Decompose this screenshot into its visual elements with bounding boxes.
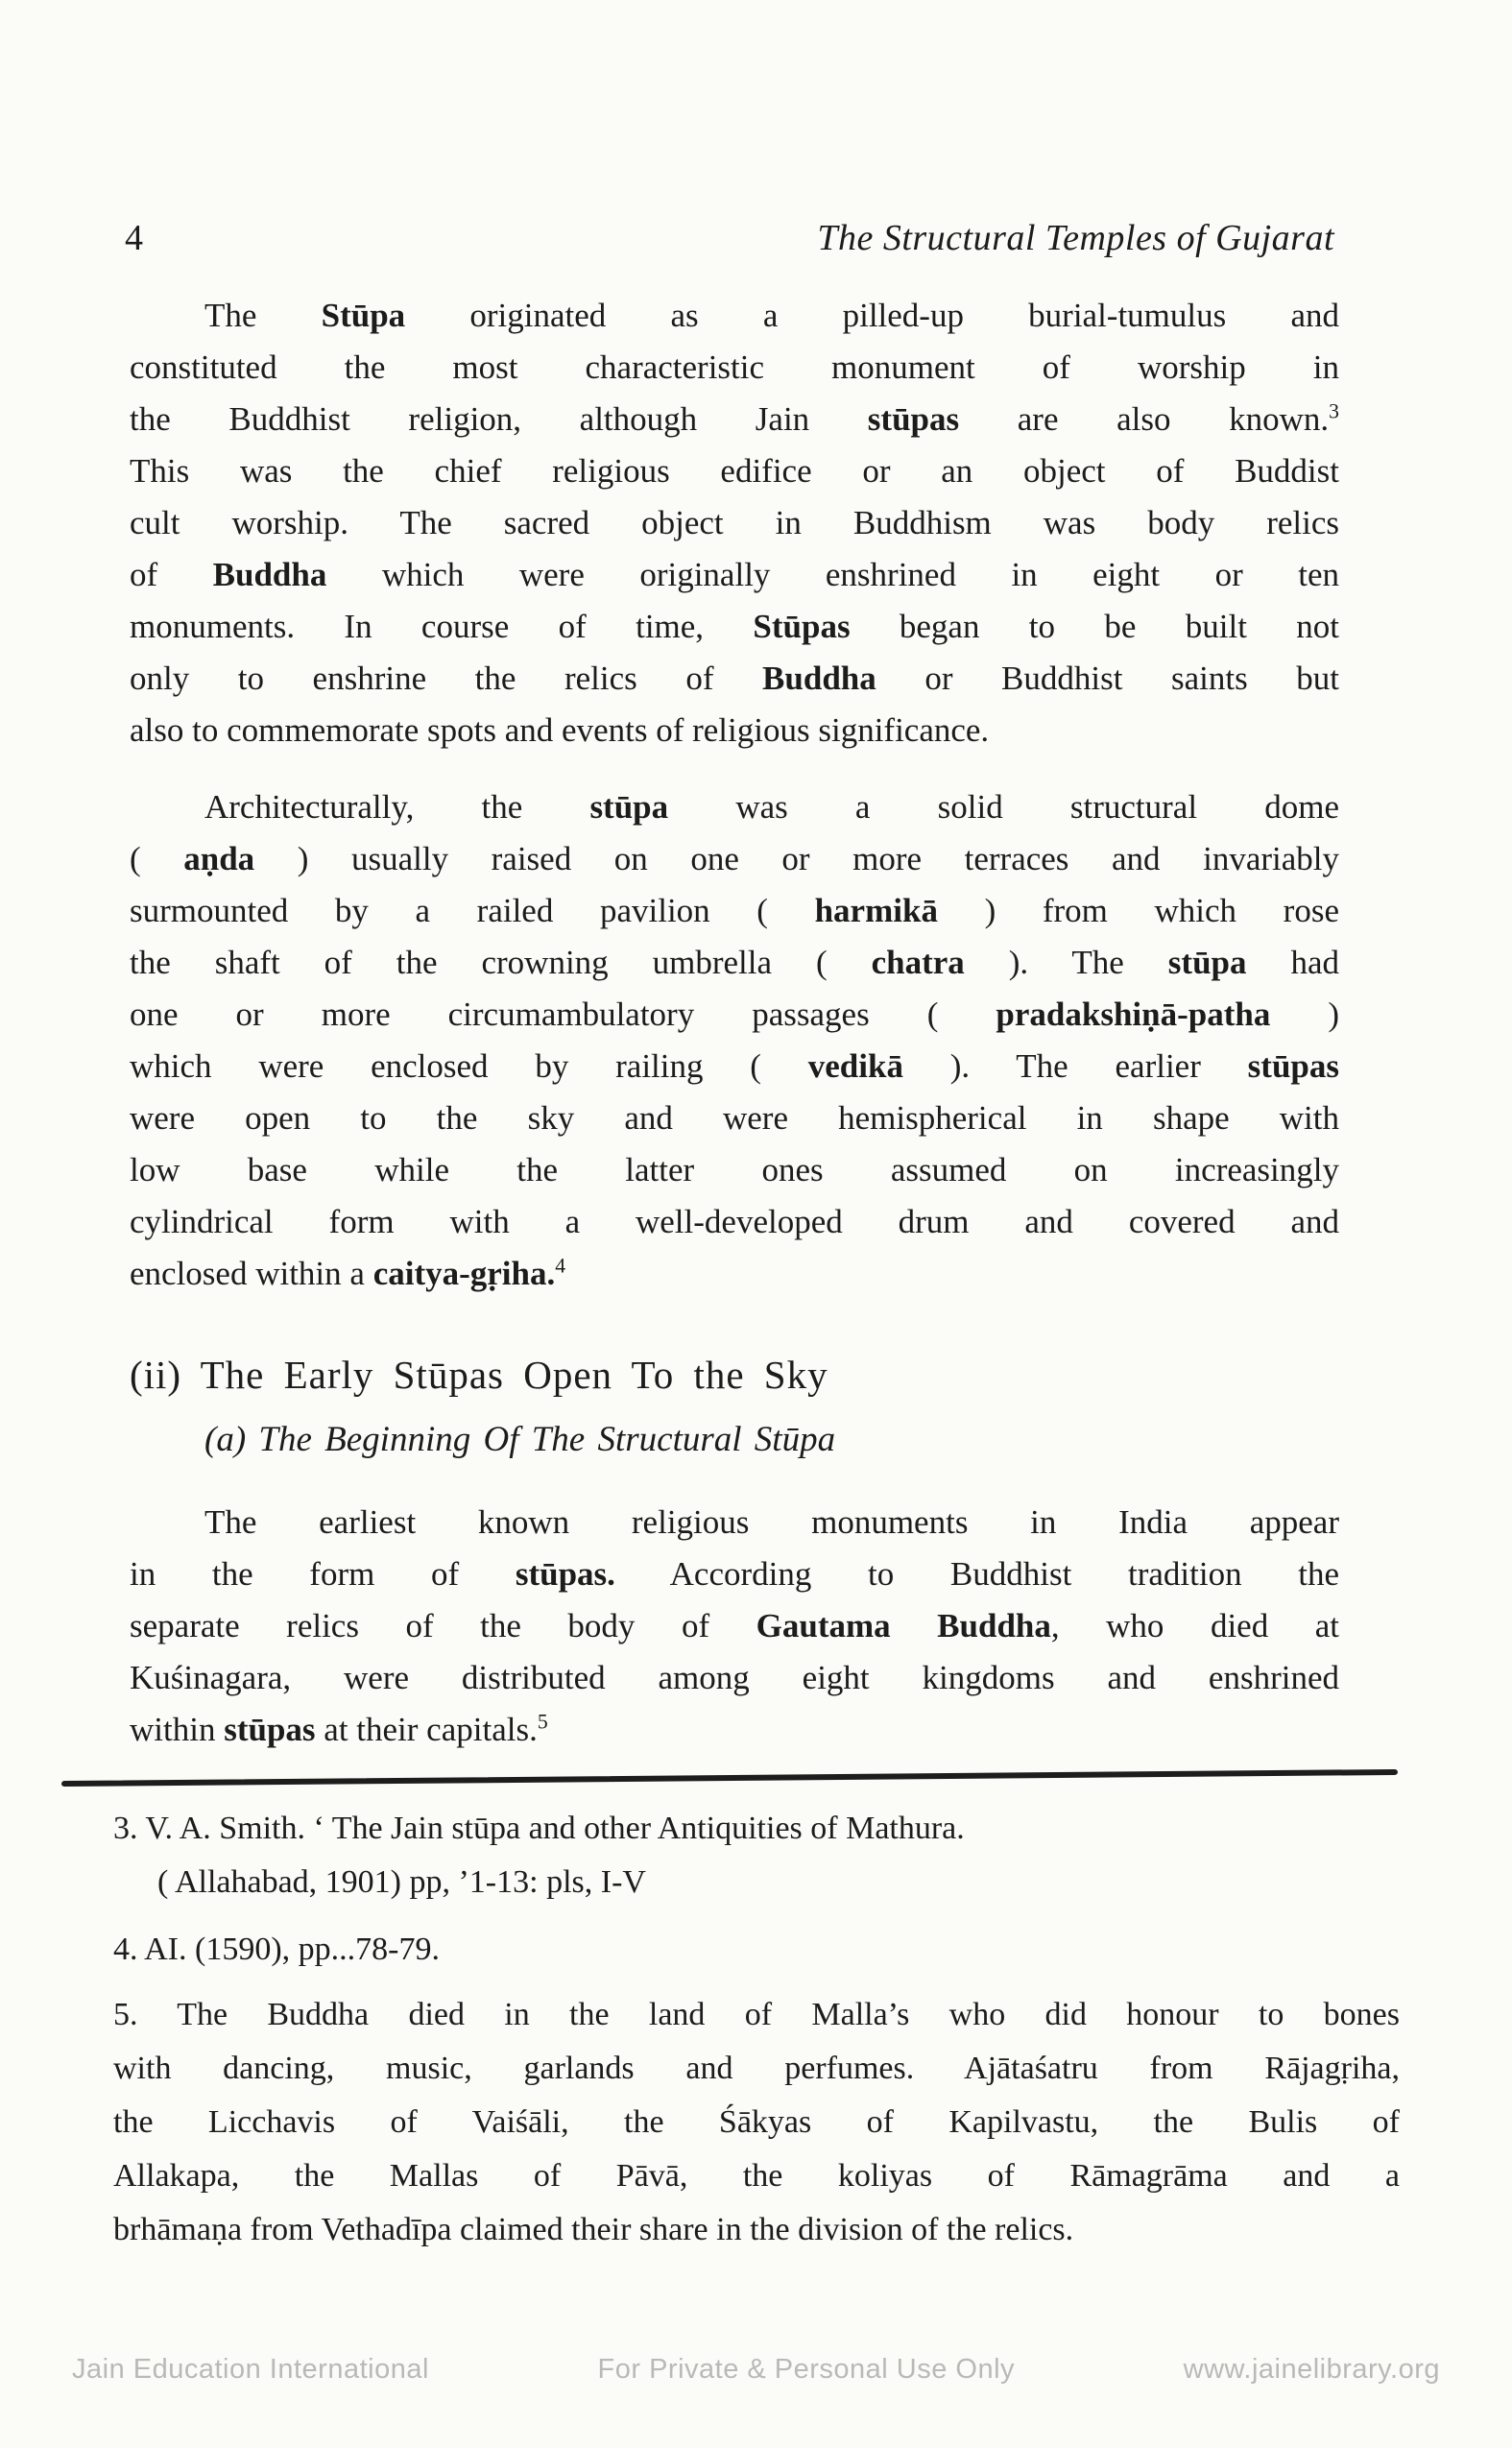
page-body <box>130 290 1339 1756</box>
running-title: The Structural Temples of Gujarat <box>817 218 1334 258</box>
text-line: were open to the sky and were hemispherical in shape with <box>130 1099 1339 1137</box>
text-line: cylindrical form with a well-developed drum and covered and <box>130 1203 1339 1240</box>
sub-heading: (a) The Beginning Of The Structural Stūpa <box>204 1420 836 1459</box>
footer-website: www.jainelibrary.org <box>1183 2354 1440 2385</box>
text-line: only to enshrine the relics of Buddha or Buddhist saints but <box>130 660 1339 697</box>
footnote-line: with dancing, music, garlands and perfumes. Ajātaśatru from Rājagṛiha, <box>113 2051 1400 2086</box>
text-line: Architecturally, the stūpa was a solid structural dome <box>204 788 1339 826</box>
footnote-line: Allakapa, the Mallas of Pāvā, the koliyas of Rāmagrāma and a <box>113 2158 1400 2194</box>
footnote-line: 3. V. A. Smith. ‘ The Jain stūpa and other Antiquities of Mathura. <box>113 1811 965 1846</box>
footer-publisher: Jain Education International <box>72 2354 429 2385</box>
footnote-line: 5. The Buddha died in the land of Malla’s who did honour to bones <box>113 1997 1400 2032</box>
paragraph-earliest-monuments <box>130 1497 1339 1756</box>
footnotes-section <box>113 1802 1400 2257</box>
text-line: the Buddhist religion, although Jain stūpas are also known.$^3$ <box>130 399 1339 438</box>
text-line: cult worship. The sacred object in Buddhism was body relics <box>130 504 1339 541</box>
footnote-line: brhāmaṇa from Vethadīpa claimed their share in the division of the relics. <box>113 2212 1074 2247</box>
text-line: monuments. In course of time, Stūpas began to be built not <box>130 608 1339 645</box>
page-number: 4 <box>125 218 143 258</box>
text-line: in the form of stūpas. According to Buddhist tradition the <box>130 1555 1339 1593</box>
footnote-5 <box>113 1988 1400 2257</box>
footnote-3 <box>113 1802 1400 1909</box>
text-line: low base while the latter ones assumed on increasingly <box>130 1151 1339 1188</box>
text-line: the shaft of the crowning umbrella ( chatra ). The stūpa had <box>130 944 1339 981</box>
footnote-line: 4. AI. (1590), pp...78-79. <box>113 1932 440 1967</box>
text-line: ( aṇda ) usually raised on one or more terraces and invariably <box>130 840 1339 877</box>
footnote-line: ( Allahabad, 1901) pp, ’1-13: pls, I-V <box>157 1864 646 1900</box>
text-line: which were enclosed by railing ( vedikā ). The earlier stūpas <box>130 1047 1339 1085</box>
footnote-4 <box>113 1923 1400 1977</box>
text-line: one or more circumambulatory passages ( pradakshiṇā-patha ) <box>130 996 1340 1033</box>
text-line: surmounted by a railed pavilion ( harmikā ) from which rose <box>130 892 1339 929</box>
text-line: The Stūpa originated as a pilled-up burial-tumulus and <box>204 297 1339 334</box>
page-header <box>0 0 1512 259</box>
text-line: of Buddha which were originally enshrined in eight or ten <box>130 556 1340 593</box>
section-heading: (ii) The Early Stūpas Open To the Sky <box>130 1353 828 1397</box>
footnote-divider <box>61 1769 1398 1787</box>
text-line: within stūpas at their capitals.$^5$ <box>130 1710 548 1748</box>
text-line: separate relics of the body of Gautama Buddha, who died at <box>130 1607 1339 1644</box>
page-footer <box>0 2354 1512 2386</box>
text-line: Kuśinagara, were distributed among eight kingdoms and enshrined <box>130 1659 1339 1696</box>
text-line: also to commemorate spots and events of religious significance. <box>130 711 990 749</box>
paragraph-stupa-architecture <box>130 781 1339 1300</box>
text-line: This was the chief religious edifice or an object of Buddist <box>130 452 1339 490</box>
footnote-line: the Licchavis of Vaiśāli, the Śākyas of Kapilvastu, the Bulis of <box>113 2104 1400 2140</box>
text-line: enclosed within a caitya-gṛiha.$^4$ <box>130 1254 566 1292</box>
paragraph-stupa-origin <box>130 290 1339 756</box>
text-line: constituted the most characteristic monument of worship in <box>130 348 1339 386</box>
text-line: The earliest known religious monuments in India appear <box>204 1503 1339 1541</box>
footer-usage-note: For Private & Personal Use Only <box>597 2354 1016 2385</box>
